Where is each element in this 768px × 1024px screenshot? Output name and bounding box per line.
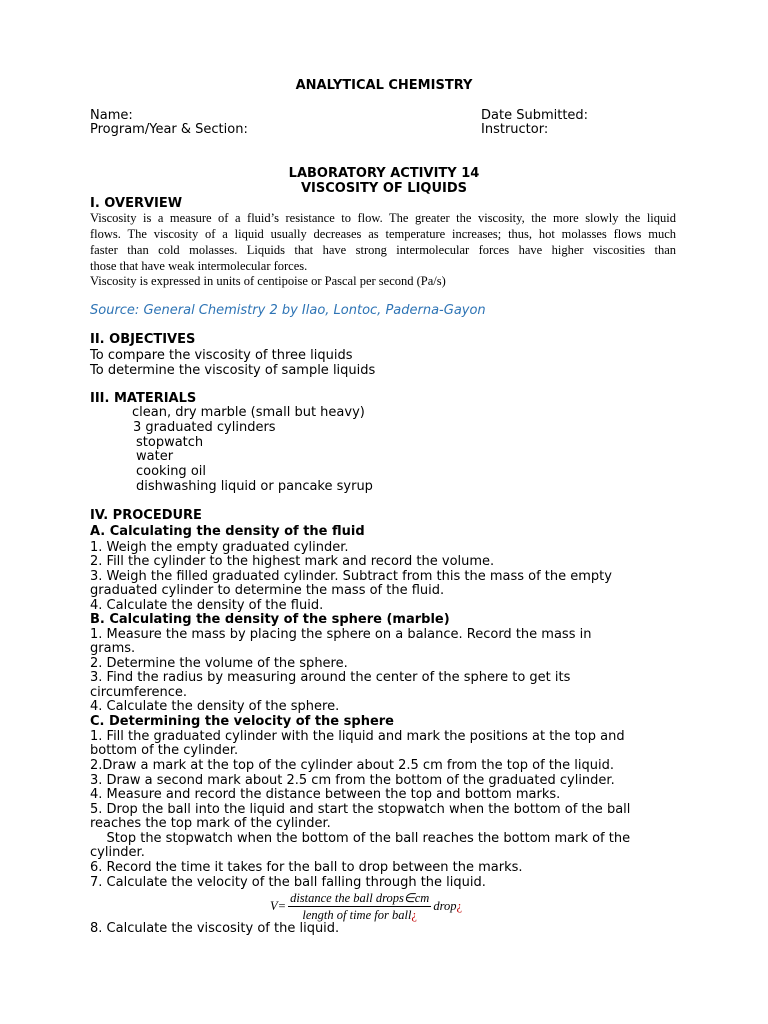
formula-denominator-mark: ¿ (411, 908, 417, 922)
formula-suffix-mark: ¿ (456, 899, 463, 913)
procedure-a-heading: A. Calculating the density of the fluid (90, 524, 365, 539)
procedure-c-final-step: 8. Calculate the viscosity of the liquid. (90, 921, 340, 936)
procedure-c-step: 4. Measure and record the distance between the top and bottom marks. (90, 787, 561, 802)
procedure-a-step: graduated cylinder to determine the mass of the fluid. (90, 583, 445, 598)
procedure-a-step: 1. Weigh the empty graduated cylinder. (90, 540, 349, 555)
procedure-c-step: 1. Fill the graduated cylinder with the liquid and mark the positions at the top and (90, 729, 625, 744)
material-item: cooking oil (136, 464, 206, 479)
procedure-c-step: reaches the top mark of the cylinder. (90, 816, 331, 831)
formula-suffix: drop (433, 899, 457, 913)
formula-denominator (300, 907, 419, 922)
procedure-a-step: 3. Weigh the filled graduated cylinder. Subtract from this the mass of the empty (90, 569, 612, 584)
procedure-c-step: 2.Draw a mark at the top of the cylinder about 2.5 cm from the top of the liquid. (90, 758, 614, 773)
procedure-a-step: 2. Fill the cylinder to the highest mark and record the volume. (90, 554, 495, 569)
objectives-heading: II. OBJECTIVES (90, 332, 196, 347)
procedure-b-step: 4. Calculate the density of the sphere. (90, 699, 340, 714)
program-label: Program/Year & Section: (90, 122, 248, 137)
objective-item: To determine the viscosity of sample liquids (90, 363, 376, 378)
procedure-b-step: grams. (90, 641, 136, 656)
velocity-formula (270, 891, 462, 922)
instructor-label: Instructor: (481, 122, 549, 137)
procedure-c-step: cylinder. (90, 845, 145, 860)
material-item: dishwashing liquid or pancake syrup (136, 479, 373, 494)
procedure-c-heading: C. Determining the velocity of the sphere (90, 714, 394, 729)
formula-fraction (288, 891, 431, 922)
material-item: 3 graduated cylinders (133, 420, 276, 435)
procedure-a-step: 4. Calculate the density of the fluid. (90, 598, 324, 613)
overview-paragraph-line: flows. The viscosity of a liquid usually decreases as temperature increases; thus, hot molasses flows much (90, 227, 676, 241)
procedure-b-step: 3. Find the radius by measuring around the center of the sphere to get its (90, 670, 571, 685)
document-title: ANALYTICAL CHEMISTRY (295, 78, 473, 93)
procedure-c-step: 5. Drop the ball into the liquid and start the stopwatch when the bottom of the ball (90, 802, 631, 817)
activity-title: VISCOSITY OF LIQUIDS (300, 181, 468, 196)
material-item: stopwatch (136, 435, 204, 450)
procedure-b-step: 2. Determine the volume of the sphere. (90, 656, 348, 671)
formula-denominator-text: length of time for ball (302, 908, 412, 922)
activity-number: LABORATORY ACTIVITY 14 (288, 166, 480, 181)
overview-heading: I. OVERVIEW (90, 196, 183, 211)
overview-units-line: Viscosity is expressed in units of centipoise or Pascal per second (Pa/s) (90, 274, 446, 288)
material-item: water (136, 449, 174, 464)
procedure-b-step: 1. Measure the mass by placing the sphere on a balance. Record the mass in (90, 627, 592, 642)
formula-numerator: distance the ball drops∈cm (290, 891, 430, 905)
procedure-c-step: 7. Calculate the velocity of the ball falling through the liquid. (90, 875, 486, 890)
procedure-b-step: circumference. (90, 685, 188, 700)
overview-paragraph-line: faster than cold molasses. Liquids that have strong intermolecular forces have higher viscosities than (90, 243, 676, 257)
materials-heading: III. MATERIALS (90, 391, 197, 406)
procedure-heading: IV. PROCEDURE (90, 508, 202, 523)
overview-paragraph-line: Viscosity is a measure of a fluid’s resistance to flow. The greater the viscosity, the more slowly the liquid (90, 211, 676, 225)
material-item: clean, dry marble (small but heavy) (132, 405, 365, 420)
objective-item: To compare the viscosity of three liquids (90, 348, 353, 363)
name-label: Name: (90, 108, 133, 123)
procedure-c-step: bottom of the cylinder. (90, 743, 239, 758)
source-citation: Source: General Chemistry 2 by Ilao, Lontoc, Paderna-Gayon (90, 303, 486, 318)
procedure-c-step: Stop the stopwatch when the bottom of the ball reaches the bottom mark of the (90, 831, 631, 846)
procedure-c-step: 3. Draw a second mark about 2.5 cm from the bottom of the graduated cylinder. (90, 773, 615, 788)
formula-lhs: V= (270, 899, 287, 913)
overview-paragraph-line: those that have weak intermolecular forces. (90, 259, 308, 273)
procedure-c-step: 6. Record the time it takes for the ball to drop between the marks. (90, 860, 523, 875)
procedure-b-heading: B. Calculating the density of the sphere (marble) (90, 612, 450, 627)
date-submitted-label: Date Submitted: (481, 108, 589, 123)
